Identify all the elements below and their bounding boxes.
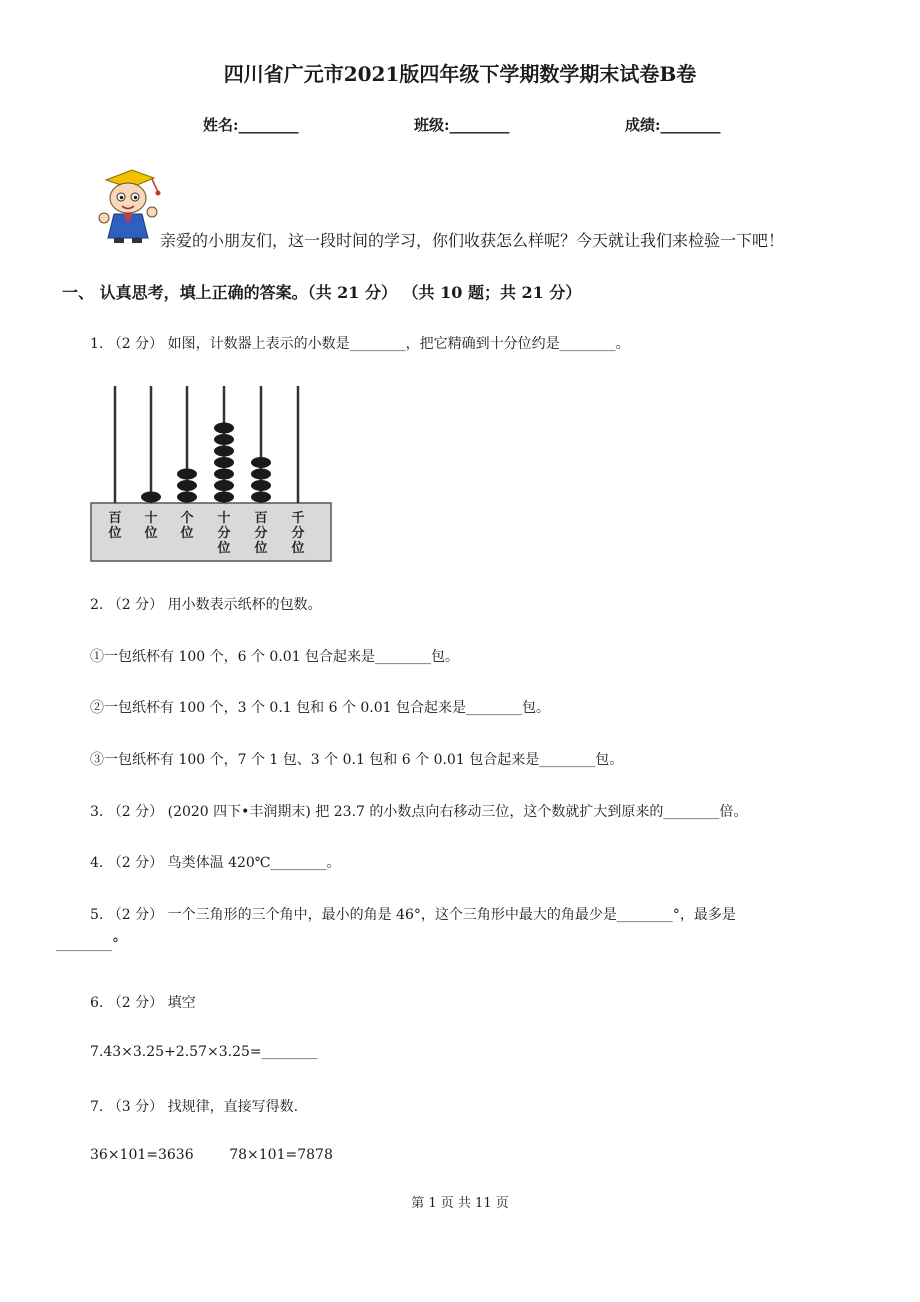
- page-footer: 第 1 页 共 11 页: [411, 1196, 509, 1211]
- abacus-label-char: 个: [180, 511, 194, 526]
- abacus-bead: [177, 492, 197, 503]
- abacus-bead: [141, 492, 161, 503]
- abacus-label-char: 位: [180, 526, 194, 541]
- question-2-part-3: ③一包纸杯有 100 个，7 个 1 包、3 个 0.1 包和 6 个 0.01 包合起来是________包。: [90, 752, 624, 768]
- question-7-examples: 36×101=3636 78×101=7878: [90, 1147, 333, 1163]
- abacus-label-char: 位: [254, 541, 268, 556]
- abacus-bead: [214, 480, 234, 491]
- question-7: 7. （3 分） 找规律，直接写得数.: [90, 1099, 299, 1115]
- abacus-label-char: 分: [291, 526, 305, 541]
- abacus-bead: [251, 492, 271, 503]
- mascot-icon: [92, 168, 164, 244]
- abacus-label-char: 十: [217, 511, 231, 526]
- abacus-label-char: 千: [291, 511, 305, 526]
- abacus-bead: [177, 469, 197, 480]
- abacus-bead: [177, 480, 197, 491]
- abacus-label-char: 位: [144, 526, 158, 541]
- abacus-bead: [214, 457, 234, 468]
- abacus-label-char: 百: [254, 511, 268, 526]
- abacus-label-char: 位: [217, 541, 231, 556]
- abacus-label-char: 分: [254, 526, 268, 541]
- question-2: 2. （2 分） 用小数表示纸杯的包数。: [90, 597, 322, 613]
- question-4: 4. （2 分） 鸟类体温 420℃________。: [90, 855, 341, 871]
- question-2-part-2: ②一包纸杯有 100 个，3 个 0.1 包和 6 个 0.01 包合起来是________包。: [90, 700, 551, 716]
- abacus-bead: [214, 434, 234, 445]
- question-6-expression: 7.43×3.25+2.57×3.25=________: [90, 1044, 318, 1060]
- abacus-bead: [214, 423, 234, 434]
- abacus-bead: [251, 469, 271, 480]
- section-heading: 一、 认真思考，填上正确的答案。（共 21 分） （共 10 题；共 21 分）: [62, 283, 582, 302]
- abacus-label-char: 分: [217, 526, 231, 541]
- question-5-continued: ________°: [56, 936, 119, 952]
- abacus-bead: [251, 457, 271, 468]
- abacus-label-char: 十: [144, 511, 158, 526]
- score-field: 成绩:________: [625, 116, 721, 134]
- abacus-figure: [88, 383, 336, 565]
- abacus-bead: [214, 446, 234, 457]
- abacus-label-char: 百: [108, 511, 122, 526]
- question-6: 6. （2 分） 填空: [90, 995, 196, 1011]
- page-title: 四川省广元市2021版四年级下学期数学期末试卷B卷: [223, 62, 697, 86]
- abacus-bead: [251, 480, 271, 491]
- question-1: 1. （2 分） 如图，计数器上表示的小数是________，把它精确到十分位约是________。: [90, 336, 630, 352]
- question-5: 5. （2 分） 一个三角形的三个角中，最小的角是 46°，这个三角形中最大的角最少是________°，最多是: [90, 907, 736, 923]
- class-field: 班级:________: [414, 116, 510, 134]
- abacus-label-char: 位: [291, 541, 305, 556]
- question-3: 3. （2 分） (2020 四下•丰润期末) 把 23.7 的小数点向右移动三位，这个数就扩大到原来的________倍。: [90, 804, 748, 820]
- abacus-label-char: 位: [108, 526, 122, 541]
- abacus-bead: [214, 469, 234, 480]
- greeting-text: 亲爱的小朋友们，这一段时间的学习，你们收获怎么样呢？今天就让我们来检验一下吧！: [160, 231, 785, 250]
- question-2-part-1: ①一包纸杯有 100 个，6 个 0.01 包合起来是________包。: [90, 649, 460, 665]
- name-field: 姓名:________: [203, 116, 299, 134]
- abacus-bead: [214, 492, 234, 503]
